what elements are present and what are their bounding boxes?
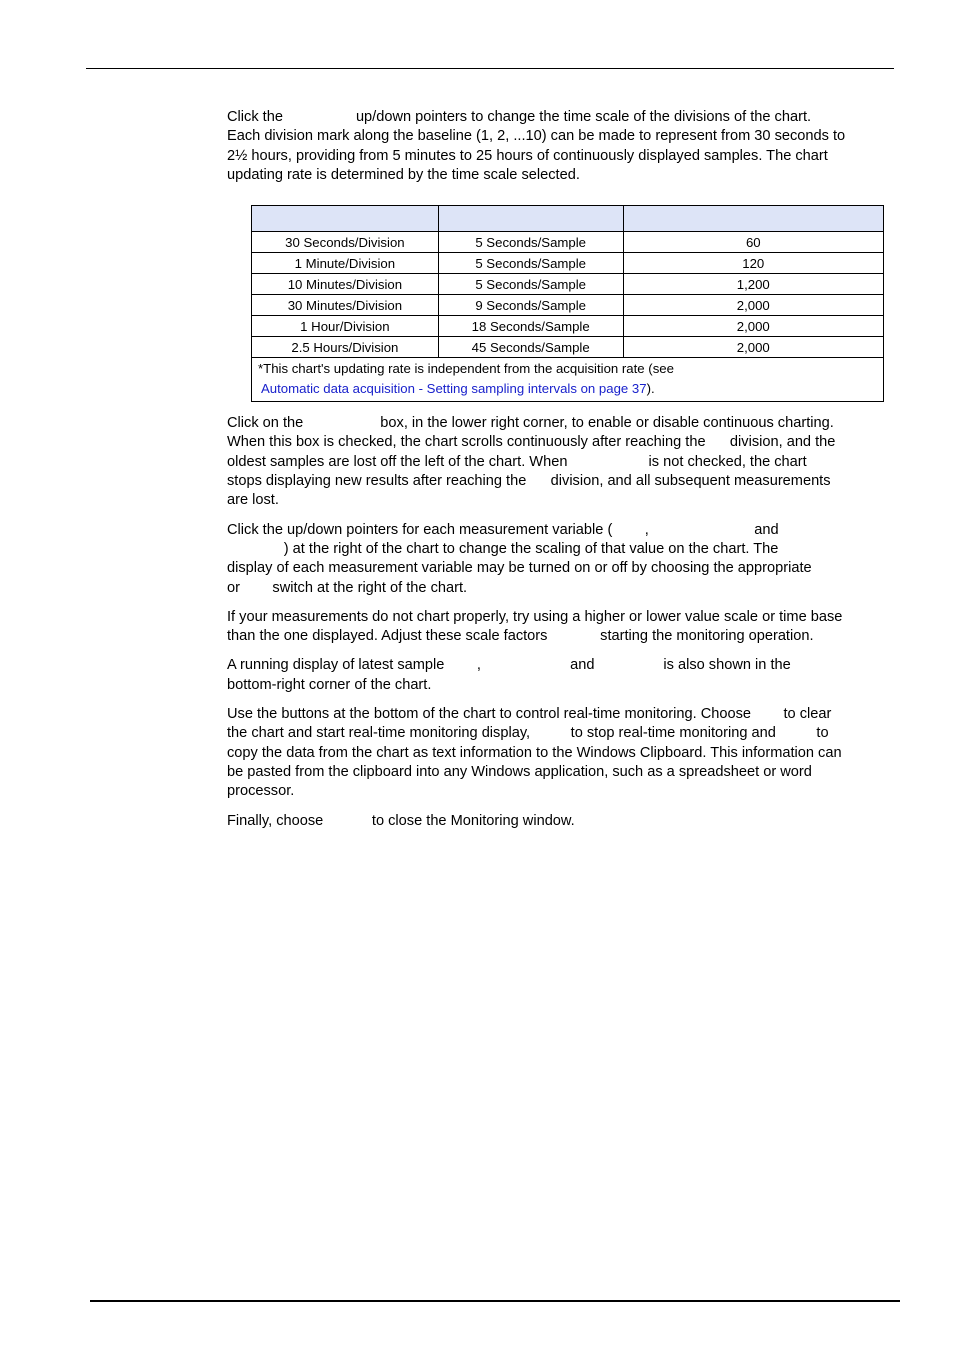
table-header-cell [623,206,883,232]
paragraph-troubleshoot [227,608,907,647]
table-cell: 2.5 Hours/Division [252,337,439,358]
text-line: Each division mark along the baseline (1, 2, ...10) can be made to represent from 30 seconds to [227,128,846,145]
note-end: ). [646,381,655,397]
text-line: processor. [227,783,295,800]
text-line: Use the buttons at the bottom of the chart to control real-time monitoring. Choose to clear [227,706,832,723]
table-row [252,232,884,253]
table-cell: 120 [623,253,883,274]
text-line: 2½ hours, providing from 5 minutes to 25 hours of continuously displayed samples. The chart [227,147,828,164]
text-line: oldest samples are lost off the left of the chart. When is not checked, the chart [227,453,807,470]
cross-reference-link[interactable]: Automatic data acquisition - Setting sampling intervals on page 37 [261,381,647,397]
table-row [252,316,884,337]
paragraph-close [227,812,907,831]
table-row [252,253,884,274]
paragraph-continuous [227,414,907,510]
table-cell: 1 Minute/Division [252,253,439,274]
text-line: When this box is checked, the chart scrolls continuously after reaching the division, and the [227,434,836,451]
text-line: are lost. [227,492,279,509]
header-rule [86,68,894,69]
table-note [252,358,884,402]
table-cell: 18 Seconds/Sample [438,316,623,337]
table-row [252,337,884,358]
text-line: Finally, choose to close the Monitoring window. [227,812,575,829]
paragraph-buttons [227,705,907,801]
table-cell: 30 Seconds/Division [252,232,439,253]
footer-rule [90,1300,900,1302]
paragraph-running-display [227,656,907,695]
text-line: Click the up/down pointers to change the time scale of the divisions of the chart. [227,109,812,125]
table-note-row [252,358,884,402]
text-line: stops displaying new results after reaching the division, and all subsequent measurements [227,473,831,490]
paragraph-scaling [227,521,907,598]
text-line: ) at the right of the chart to change the scaling of that value on the chart. The [227,540,779,557]
table-cell: 10 Minutes/Division [252,274,439,295]
sampling-rate-table [251,205,884,402]
table-cell: 2,000 [623,316,883,337]
table-header-cell [438,206,623,232]
text-line: than the one displayed. Adjust these scale factors starting the monitoring operation. [227,628,814,645]
table-cell: 1,200 [623,274,883,295]
text-line: updating rate is determined by the time scale selected. [227,166,580,183]
table-cell: 45 Seconds/Sample [438,337,623,358]
table-header-cell [252,206,439,232]
text-line: bottom-right corner of the chart. [227,676,432,693]
paragraph-time-scale [227,108,907,185]
text-line: be pasted from the clipboard into any Windows application, such as a spreadsheet or word [227,763,812,780]
text-line: copy the data from the chart as text information to the Windows Clipboard. This information can [227,744,842,761]
table-header-row [252,206,884,232]
text-line: Click the up/down pointers for each measurement variable ( , and [227,521,779,538]
page-content [227,108,907,841]
table-cell: 1 Hour/Division [252,316,439,337]
table-cell: 30 Minutes/Division [252,295,439,316]
text-line: If your measurements do not chart properly, try using a higher or lower value scale or time base [227,608,843,625]
text-line: A running display of latest sample , and is also shown in the [227,657,791,674]
table-cell: 60 [623,232,883,253]
table-cell: 9 Seconds/Sample [438,295,623,316]
table-cell: 5 Seconds/Sample [438,253,623,274]
text-line: Click on the box, in the lower right corner, to enable or disable continuous charting. [227,415,834,432]
table-row [252,274,884,295]
table-cell: 2,000 [623,295,883,316]
table-row [252,295,884,316]
table-cell: 5 Seconds/Sample [438,274,623,295]
text-line: or switch at the right of the chart. [227,579,468,596]
table-cell: 5 Seconds/Sample [438,232,623,253]
table-cell: 2,000 [623,337,883,358]
text-line: display of each measurement variable may be turned on or off by choosing the appropriate [227,560,812,577]
text-line: the chart and start real-time monitoring display, to stop real-time monitoring and to [227,725,829,742]
note-text: *This chart's updating rate is independent from the acquisition rate (see [258,361,674,377]
